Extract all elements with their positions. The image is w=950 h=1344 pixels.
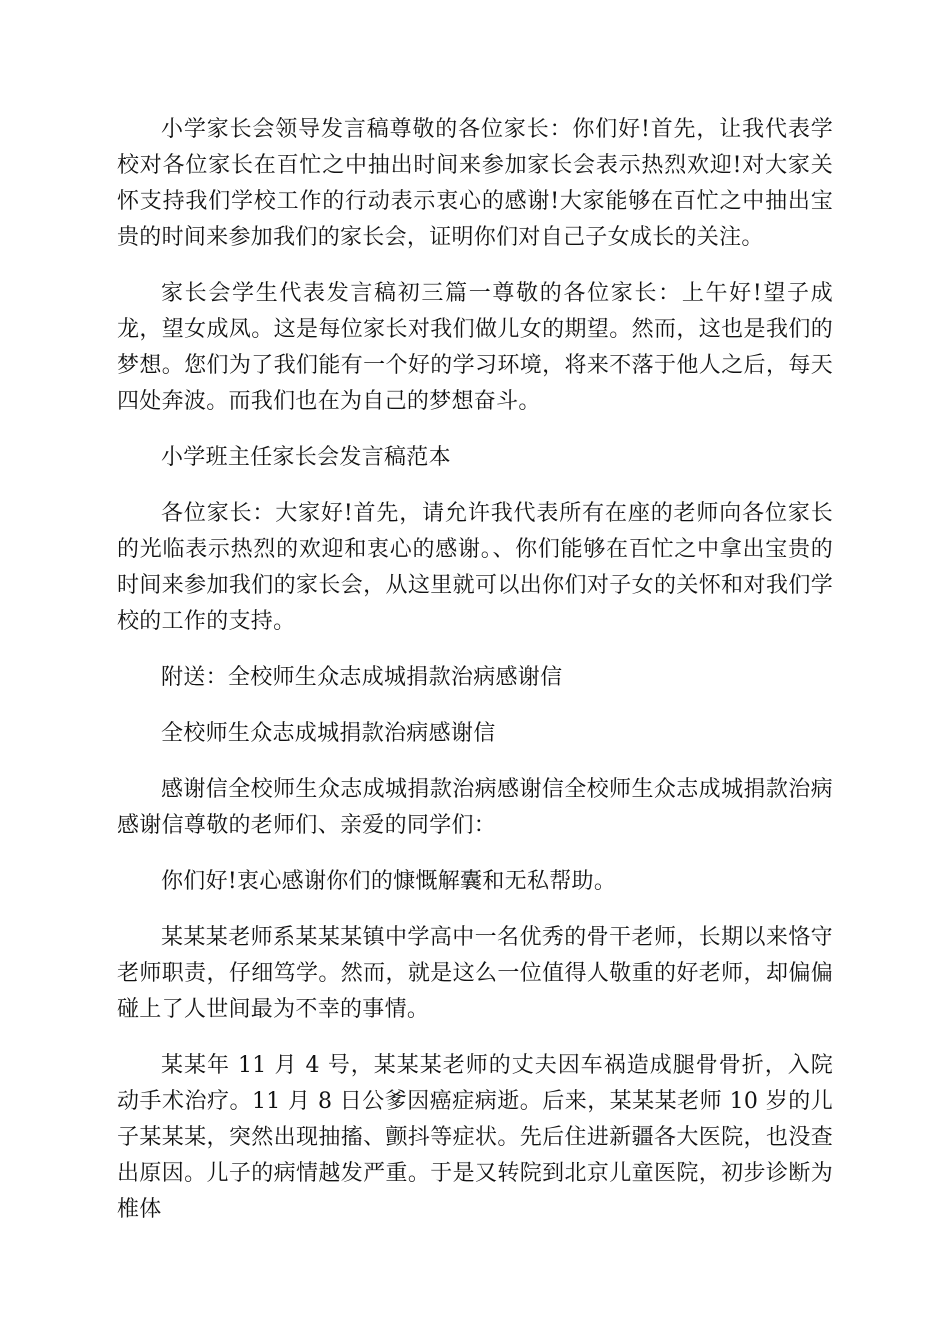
paragraph: 小学家长会领导发言稿尊敬的各位家长：你们好!首先，让我代表学校对各位家长在百忙之中抽出时间来参加家长会表示热烈欢迎!对大家关怀支持我们学校工作的行动表示衷心的感谢!大家能够在百忙之中抽出宝贵的时间来参加我们的家长会，证明你们对自己子女成长的关注。 xyxy=(117,117,833,250)
paragraph: 某某年 11 月 4 号，某某某老师的丈夫因车祸造成腿骨骨折，入院动手术治疗。11 月 8 日公爹因癌症病逝。后来，某某某老师 10 岁的儿子某某某，突然出现抽搐、颤抖等症状。先后住进新疆各大医院，也没查出原因。儿子的病情越发严重。于是又转院到北京儿童医院，初步诊断为椎体 xyxy=(117,1053,833,1222)
letter-title: 全校师生众志成城捐款治病感谢信 xyxy=(161,721,496,746)
paragraph: 某某某老师系某某某镇中学高中一名优秀的骨干老师，长期以来恪守老师职责，仔细笃学。然而，就是这么一位值得人敬重的好老师，却偏偏碰上了人世间最为不幸的事情。 xyxy=(117,925,833,1022)
section-heading: 小学班主任家长会发言稿范本 xyxy=(161,445,451,470)
paragraph: 家长会学生代表发言稿初三篇一尊敬的各位家长：上午好!望子成龙，望女成凤。这是每位家长对我们做儿女的期望。然而，这也是我们的梦想。您们为了我们能有一个好的学习环境，将来不落于他人之后，每天四处奔波。而我们也在为自己的梦想奋斗。 xyxy=(117,281,833,414)
paragraph: 各位家长：大家好!首先，请允许我代表所有在座的老师向各位家长的光临表示热烈的欢迎和衷心的感谢。、你们能够在百忙之中拿出宝贵的时间来参加我们的家长会，从这里就可以出你们对子女的关怀和对我们学校的工作的支持。 xyxy=(117,501,833,634)
greeting: 你们好!衷心感谢你们的慷慨解囊和无私帮助。 xyxy=(161,869,617,894)
document-body xyxy=(117,112,833,1248)
paragraph: 感谢信全校师生众志成城捐款治病感谢信全校师生众志成城捐款治病感谢信尊敬的老师们、亲爱的同学们： xyxy=(117,777,833,838)
appendix-note: 附送：全校师生众志成城捐款治病感谢信 xyxy=(161,665,563,690)
